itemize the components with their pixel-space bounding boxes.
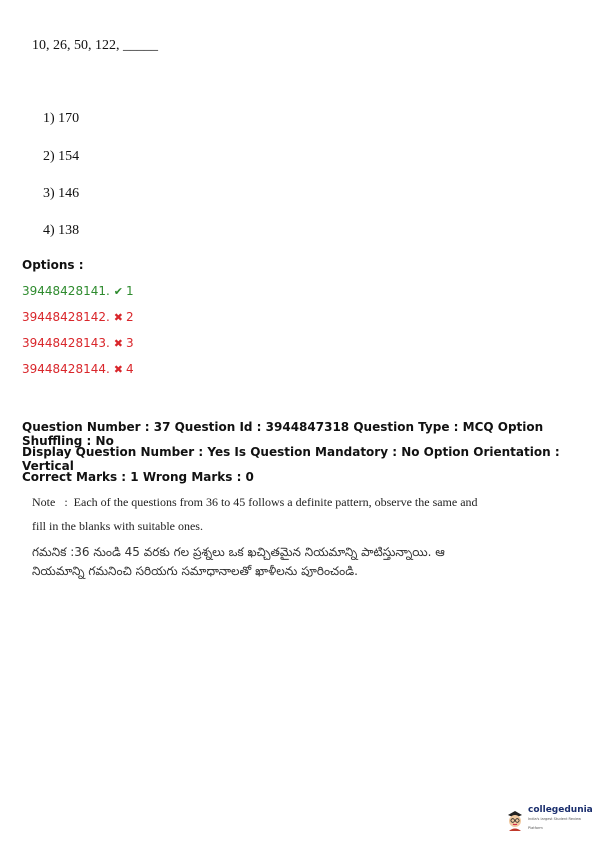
logo-tagline: India's largest Student Review Platform: [528, 817, 582, 830]
question-meta-line-1: Question Number : 37 Question Id : 3944847318 Question Type : MCQ Option Shuffling : No: [22, 420, 544, 448]
question-series: 10, 26, 50, 122, _____: [32, 38, 158, 53]
option-label: 3: [126, 336, 134, 350]
option-label: 2: [126, 310, 134, 324]
choice-number: 2): [43, 149, 55, 164]
note-line-1: Note : Each of the questions from 36 to 45 follows a definite pattern, observe the same and: [32, 495, 478, 509]
cross-icon: ✖: [113, 363, 124, 376]
check-icon: ✔: [113, 285, 124, 298]
logo-mascot-icon: [505, 809, 525, 831]
option-row-3: [22, 336, 134, 350]
cross-icon: ✖: [113, 337, 124, 350]
choice-value: 170: [58, 111, 80, 126]
note-line-2: fill in the blanks with suitable ones.: [32, 519, 203, 533]
collegedunia-logo: [505, 806, 595, 833]
choice-value: 146: [58, 186, 80, 201]
option-id: 39448428143.: [22, 336, 110, 350]
question-meta-line-3: Correct Marks : 1 Wrong Marks : 0: [22, 470, 254, 484]
note-telugu: గమనిక :36 నుండి 45 వరకు గల ప్రశ్నలు ఒక ఖచ్చితమైన నియమాన్ని పాటిస్తున్నాయి. ఆ నియమాన్ని గమనించి సరియగు సమాధానాలతో ఖాళీలను పూరించండి.: [32, 545, 445, 578]
choice-number: 1): [43, 111, 55, 126]
option-row-2: [22, 310, 134, 324]
choice-number: 3): [43, 186, 55, 201]
question-choice-2: [43, 149, 79, 165]
option-id: 39448428142.: [22, 310, 110, 324]
question-choice-3: [43, 186, 79, 202]
option-id: 39448428141.: [22, 284, 110, 298]
choice-value: 138: [58, 223, 80, 238]
choice-value: 154: [58, 149, 80, 164]
choice-number: 4): [43, 223, 55, 238]
option-label: 1: [126, 284, 134, 298]
option-row-4: [22, 362, 134, 376]
question-choice-4: [43, 223, 79, 239]
option-row-1: [22, 284, 134, 298]
option-id: 39448428144.: [22, 362, 110, 376]
question-choice-1: [43, 111, 79, 127]
logo-name: collegedunia: [528, 805, 593, 815]
option-label: 4: [126, 362, 134, 376]
cross-icon: ✖: [113, 311, 124, 324]
options-title: Options :: [22, 258, 84, 272]
question-meta-line-2: Display Question Number : Yes Is Question Mandatory : No Option Orientation : Vertical: [22, 445, 560, 473]
